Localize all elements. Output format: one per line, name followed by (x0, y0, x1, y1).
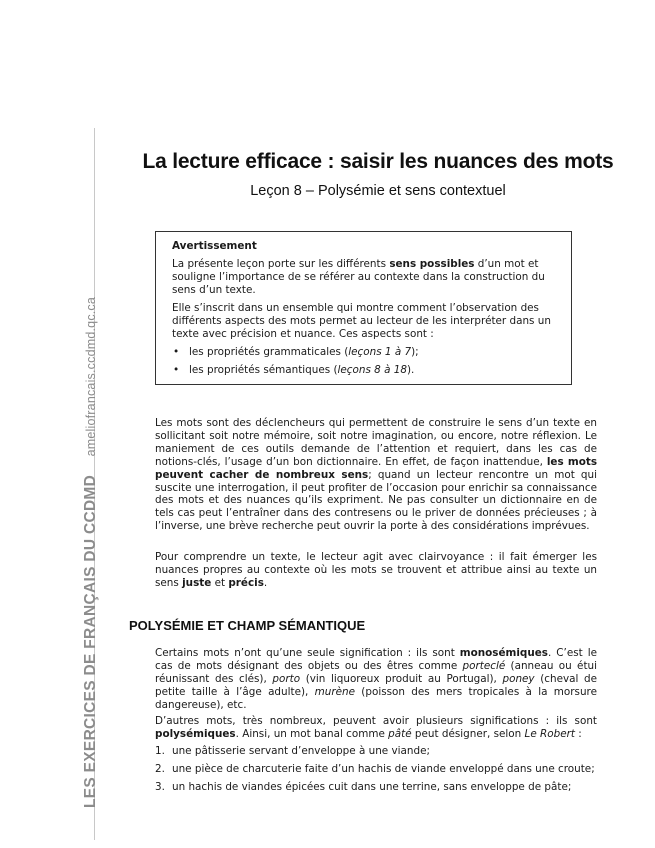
lesson-subtitle: Leçon 8 – Polysémie et sens contextuel (250, 183, 506, 199)
site-url[interactable]: ameliofrancais.ccdmd.qc.ca (84, 296, 98, 457)
page-title: La lecture efficace : saisir les nuances des mots (142, 150, 614, 173)
series-title: LES EXERCICES DE FRANÇAIS DU CCDMD (82, 474, 99, 808)
list-item: 2. une pièce de charcuterie faite d’un hachis de viande enveloppé dans une croute; (155, 763, 595, 775)
polysemy-paragraph: D’autres mots, très nombreux, peuvent avoir plusieurs significations : ils sont polysémiques. Ainsi, un mot banal comme pâté peut désigner, selon Le Robert : (155, 715, 597, 740)
notice-bullet: • les propriétés sémantiques (leçons 8 à 18). (172, 364, 571, 377)
sidebar-banner (82, 96, 110, 808)
notice-box (155, 231, 572, 385)
notice-paragraph-2: Elle s’inscrit dans un ensemble qui montre comment l’observation des différents aspects des mots permet au lecteur de les interpréter dans un texte avec précision et nuance. Ces aspects sont : (172, 302, 551, 340)
intro-paragraph: Les mots sont des déclencheurs qui permettent de construire le sens d’un texte en sollicitant soit notre mémoire, soit notre imagination, ou encore, notre réflexion. Le maniement de ces outils demande de l’attention et requiert, dans les cas de notions-clés, l’usage d’un bon dictionnaire. En effet, de façon inattendue, les mots peuvent cacher de nombreux sens; quand un lecteur rencontre un mot qui suscite une interrogation, il peut profiter de l’occasion pour enrichir sa connaissance des mots et des nuances qu’ils expriment. Ne pas consulter un dictionnaire en de tels cas peut l’entraîner dans des contresens ou le priver de données précieuses ; à l’inverse, une brève recherche peut ouvrir la porte à des considérations imprévues. (155, 417, 597, 533)
comprehension-paragraph: Pour comprendre un texte, le lecteur agit avec clairvoyance : il fait émerger les nuances propres au contexte où les mots se trouvent et attribue ainsi au texte un sens juste et précis. (155, 551, 597, 589)
notice-bullet: • les propriétés grammaticales (leçons 1 à 7); (172, 346, 571, 359)
list-item: 3. un hachis de viandes épicées cuit dans une terrine, sans enveloppe de pâte; (155, 781, 572, 793)
monosemy-paragraph: Certains mots n’ont qu’une seule signification : ils sont monosémiques. C’est le cas de mots désignant des objets ou des êtres comme porteclé (anneau ou étui réunissant des clés), porto (vin liquoreux produit au Portugal), poney (cheval de petite taille à l’âge adulte), murène (poisson des mers tropicales à la morsure dangereuse), etc. (155, 647, 597, 711)
definition-list (155, 744, 597, 798)
notice-list (172, 346, 571, 377)
section-heading: POLYSÉMIE ET CHAMP SÉMANTIQUE (129, 618, 366, 633)
notice-paragraph-1: La présente leçon porte sur les différents sens possibles d’un mot et souligne l’importance de se référer au contexte dans la construction du sens d’un texte. (172, 258, 545, 296)
list-item: 1. une pâtisserie servant d’enveloppe à une viande; (155, 745, 430, 757)
notice-heading: Avertissement (172, 240, 257, 252)
